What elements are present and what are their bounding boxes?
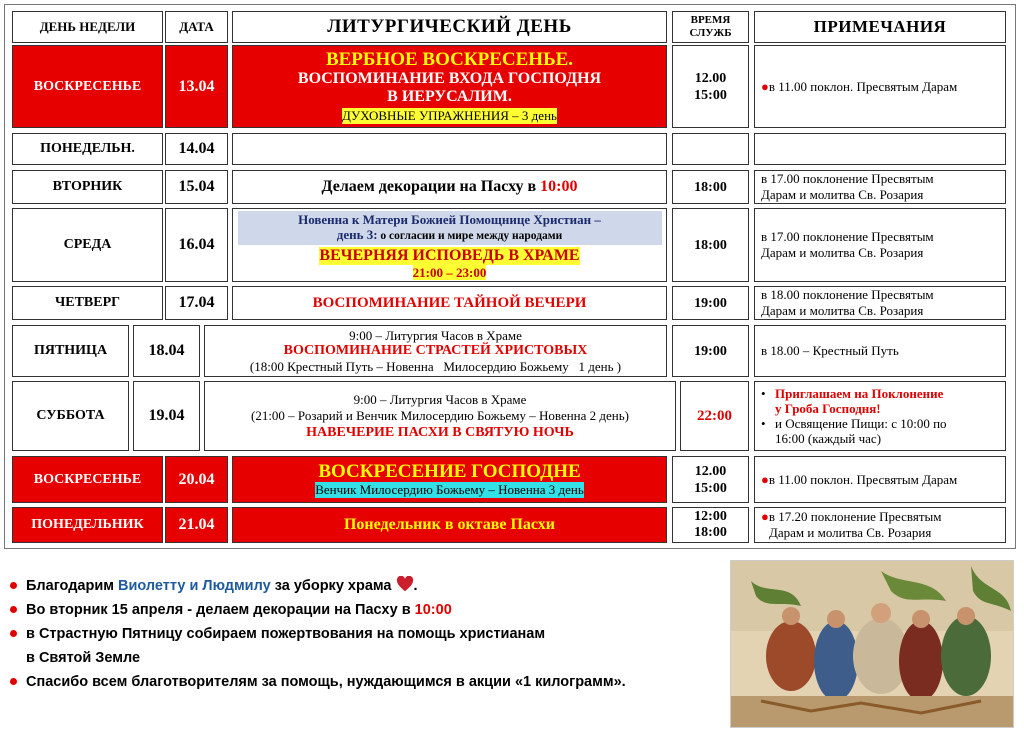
announcements-list <box>8 574 728 694</box>
r9-title: Понедельник в октаве Пасхи <box>343 516 556 533</box>
r1-liturgical <box>232 45 667 128</box>
announcement-1-text-c: за уборку храма <box>270 578 396 594</box>
r3-day-label: ВТОРНИК <box>52 179 123 194</box>
r2-day <box>12 133 163 165</box>
header-date-label: ДАТА <box>179 19 214 34</box>
header-liturgical-label: ЛИТУРГИЧЕСКИЙ ДЕНЬ <box>327 16 572 37</box>
r9-time <box>672 507 749 543</box>
r9-note-1: в 17.20 поклонение Пресвятым <box>768 509 942 524</box>
header-day-label: ДЕНЬ НЕДЕЛИ <box>39 19 136 34</box>
r2-notes <box>754 133 1006 165</box>
r3-text: Делаем декорации на Пасху в <box>321 178 541 195</box>
r8-date <box>165 456 228 503</box>
heart-icon <box>396 576 414 592</box>
r4-date <box>165 208 228 282</box>
r5-notes <box>754 286 1006 320</box>
r8-day-label: ВОСКРЕСЕНЬЕ <box>33 471 142 487</box>
r9-date-label: 21.04 <box>178 516 215 533</box>
r4-novena-line-1: Новенна к Матери Божией Помощнице Христиан – <box>298 212 601 227</box>
r4-novena-intent: о согласии и мире между народами <box>377 230 563 242</box>
announcement-1-names: Виолетту и Людмилу <box>118 578 271 594</box>
r9-day <box>12 507 163 543</box>
r6-date <box>133 325 200 377</box>
header-time <box>672 11 749 43</box>
r6-date-label: 18.04 <box>148 342 185 359</box>
r9-liturgical <box>232 507 667 543</box>
r4-time-1: 18:00 <box>694 237 727 253</box>
header-time-label-1: ВРЕМЯ <box>690 14 731 26</box>
bullet-icon: ● <box>761 78 769 94</box>
r2-day-label: ПОНЕДЕЛЬН. <box>40 141 135 156</box>
r9-day-label: ПОНЕДЕЛЬНИК <box>31 517 144 532</box>
r9-notes <box>754 507 1006 543</box>
announcement-1-text-a: Благодарим <box>26 578 119 594</box>
header-notes <box>754 11 1006 43</box>
r7-liturgical <box>204 381 676 451</box>
bullet-icon: ● <box>761 471 769 487</box>
header-date <box>165 11 228 43</box>
header-notes-label: ПРИМЕЧАНИЯ <box>813 17 947 36</box>
announcement-4 <box>8 670 728 694</box>
announcement-3-text: в Страстную Пятницу собираем пожертвования на помощь христианам <box>26 626 546 642</box>
r3-time <box>672 170 749 204</box>
r7-date-label: 19.04 <box>148 407 185 424</box>
r3-liturgical <box>232 170 667 204</box>
r1-time <box>672 45 749 128</box>
r3-day <box>12 170 163 204</box>
r7-line-2: (21:00 – Розарий и Венчик Милосердию Божьему – Новенна 2 день) <box>250 407 630 423</box>
header-day <box>12 11 163 43</box>
r3-time-1: 18:00 <box>694 179 727 195</box>
bullet-icon: • <box>761 386 766 401</box>
r5-day-label: ЧЕТВЕРГ <box>54 295 121 310</box>
bullet-icon: ● <box>761 509 769 524</box>
r8-date-label: 20.04 <box>178 470 215 488</box>
r8-time <box>672 456 749 503</box>
r2-date-label: 14.04 <box>178 140 215 157</box>
r5-time-1: 19:00 <box>694 295 727 311</box>
announcement-1: Благодарим Виолетту и Людмилу за уборку храма . <box>8 574 728 598</box>
r1-day-label: ВОСКРЕСЕНЬЕ <box>33 78 142 94</box>
r8-time-1: 12.00 <box>694 463 727 479</box>
r9-time-1: 12:00 <box>694 509 727 524</box>
r1-retreat-note: ДУХОВНЫЕ УПРАЖНЕНИЯ – 3 день <box>342 108 557 123</box>
r8-chaplet: Венчик Милосердию Божьему – Новенна 3 день <box>315 482 584 497</box>
r5-note-1: в 18.00 поклонение Пресвятым <box>761 287 934 302</box>
r7-time-1: 22:00 <box>697 407 732 424</box>
r4-confession: ВЕЧЕРНЯЯ ИСПОВЕДЬ В ХРАМЕ <box>319 247 580 264</box>
announcement-3-text-continued: в Святой Земле <box>26 650 141 666</box>
header-liturgical <box>232 11 667 43</box>
r4-liturgical <box>232 208 667 282</box>
r1-notes <box>754 45 1006 128</box>
announcement-3 <box>8 622 728 646</box>
r4-date-label: 16.04 <box>178 236 215 253</box>
r4-day <box>12 208 163 282</box>
r6-line-1: 9:00 – Литургия Часов в Храме <box>349 328 522 343</box>
r7-note-1b: у Гроба Господня! <box>775 401 881 416</box>
r7-notes <box>754 381 1006 451</box>
r1-time-1: 12.00 <box>694 70 727 86</box>
r7-note-1a: Приглашаем на Поклонение <box>775 386 944 401</box>
r7-note-2a: и Освящение Пищи: с 10:00 по <box>775 416 947 431</box>
r3-date-label: 15.04 <box>178 178 215 195</box>
r1-note-text: в 11.00 поклон. Пресвятым Дарам <box>768 78 958 94</box>
r7-date <box>133 381 200 451</box>
r5-time <box>672 286 749 320</box>
r3-notes <box>754 170 1006 204</box>
r6-line-3: (18:00 Крестный Путь – Новенна Милосердию Божьему 1 день ) <box>249 359 622 374</box>
r7-title: НАВЕЧЕРИЕ ПАСХИ В СВЯТУЮ НОЧЬ <box>306 424 574 440</box>
r5-liturgical <box>232 286 667 320</box>
r1-title: ВЕРБНОЕ ВОСКРЕСЕНЬЕ. <box>325 49 574 70</box>
r2-time <box>672 133 749 165</box>
r3-time-highlight: 10:00 <box>540 178 578 195</box>
r5-day <box>12 286 163 320</box>
r8-notes <box>754 456 1006 503</box>
r6-day <box>12 325 129 377</box>
r6-time <box>672 325 749 377</box>
r1-subtitle-2: В ИЕРУСАЛИМ. <box>387 88 512 105</box>
r6-title: ВОСПОМИНАНИЕ СТРАСТЕЙ ХРИСТОВЫХ <box>283 343 588 358</box>
r8-day <box>12 456 163 503</box>
r9-date <box>165 507 228 543</box>
r1-day <box>12 45 163 128</box>
r1-subtitle-1: ВОСПОМИНАНИЕ ВХОДА ГОСПОДНЯ <box>297 70 602 87</box>
r5-date-label: 17.04 <box>178 294 215 311</box>
r2-date <box>165 133 228 165</box>
r6-notes <box>754 325 1006 377</box>
r4-note-1: в 17.00 поклонение Пресвятым <box>761 229 934 244</box>
r4-novena-day: день 3: <box>336 227 378 242</box>
r8-title: ВОСКРЕСЕНИЕ ГОСПОДНЕ <box>318 461 581 482</box>
header-time-label-2: СЛУЖБ <box>689 27 732 39</box>
r7-time <box>680 381 749 451</box>
r4-time <box>672 208 749 282</box>
r6-liturgical <box>204 325 667 377</box>
r7-note-2b: 16:00 (каждый час) <box>775 431 882 446</box>
r4-note-2: Дарам и молитва Св. Розария <box>761 245 924 260</box>
announcement-2-time: 10:00 <box>414 602 452 618</box>
r3-date <box>165 170 228 204</box>
r7-day-label: СУББОТА <box>36 408 105 423</box>
r4-day-label: СРЕДА <box>63 237 112 252</box>
palm-sunday-illustration <box>730 560 1014 728</box>
r8-liturgical <box>232 456 667 503</box>
r4-notes <box>754 208 1006 282</box>
announcement-2 <box>8 598 728 622</box>
r7-day <box>12 381 129 451</box>
r6-time-1: 19:00 <box>694 343 727 359</box>
r4-confession-time: 21:00 – 23:00 <box>412 265 487 280</box>
r3-note-1: в 17.00 поклонение Пресвятым <box>761 171 934 186</box>
r8-time-2: 15:00 <box>694 480 727 496</box>
announcement-2-text: Во вторник 15 апреля - делаем декорации на Пасху в <box>26 602 415 618</box>
r7-line-1: 9:00 – Литургия Часов в Храме <box>353 391 527 407</box>
r1-time-2: 15:00 <box>694 87 727 103</box>
r3-note-2: Дарам и молитва Св. Розария <box>761 187 924 202</box>
announcement-4-text: Спасибо всем благотворителям за помощь, нуждающимся в акции «1 килограмм». <box>26 674 626 690</box>
r9-time-2: 18:00 <box>694 525 727 540</box>
r6-day-label: ПЯТНИЦА <box>33 343 108 358</box>
r8-note-text: в 11.00 поклон. Пресвятым Дарам <box>768 471 958 487</box>
r2-liturgical <box>232 133 667 165</box>
r1-date <box>165 45 228 128</box>
r5-title: ВОСПОМИНАНИЕ ТАЙНОЙ ВЕЧЕРИ <box>312 294 587 311</box>
r5-date <box>165 286 228 320</box>
r9-note-2: Дарам и молитва Св. Розария <box>769 525 932 540</box>
bullet-icon: • <box>761 416 766 431</box>
r1-date-label: 13.04 <box>178 77 215 95</box>
r5-note-2: Дарам и молитва Св. Розария <box>761 303 924 318</box>
r6-note: в 18.00 – Крестный Путь <box>761 343 899 358</box>
